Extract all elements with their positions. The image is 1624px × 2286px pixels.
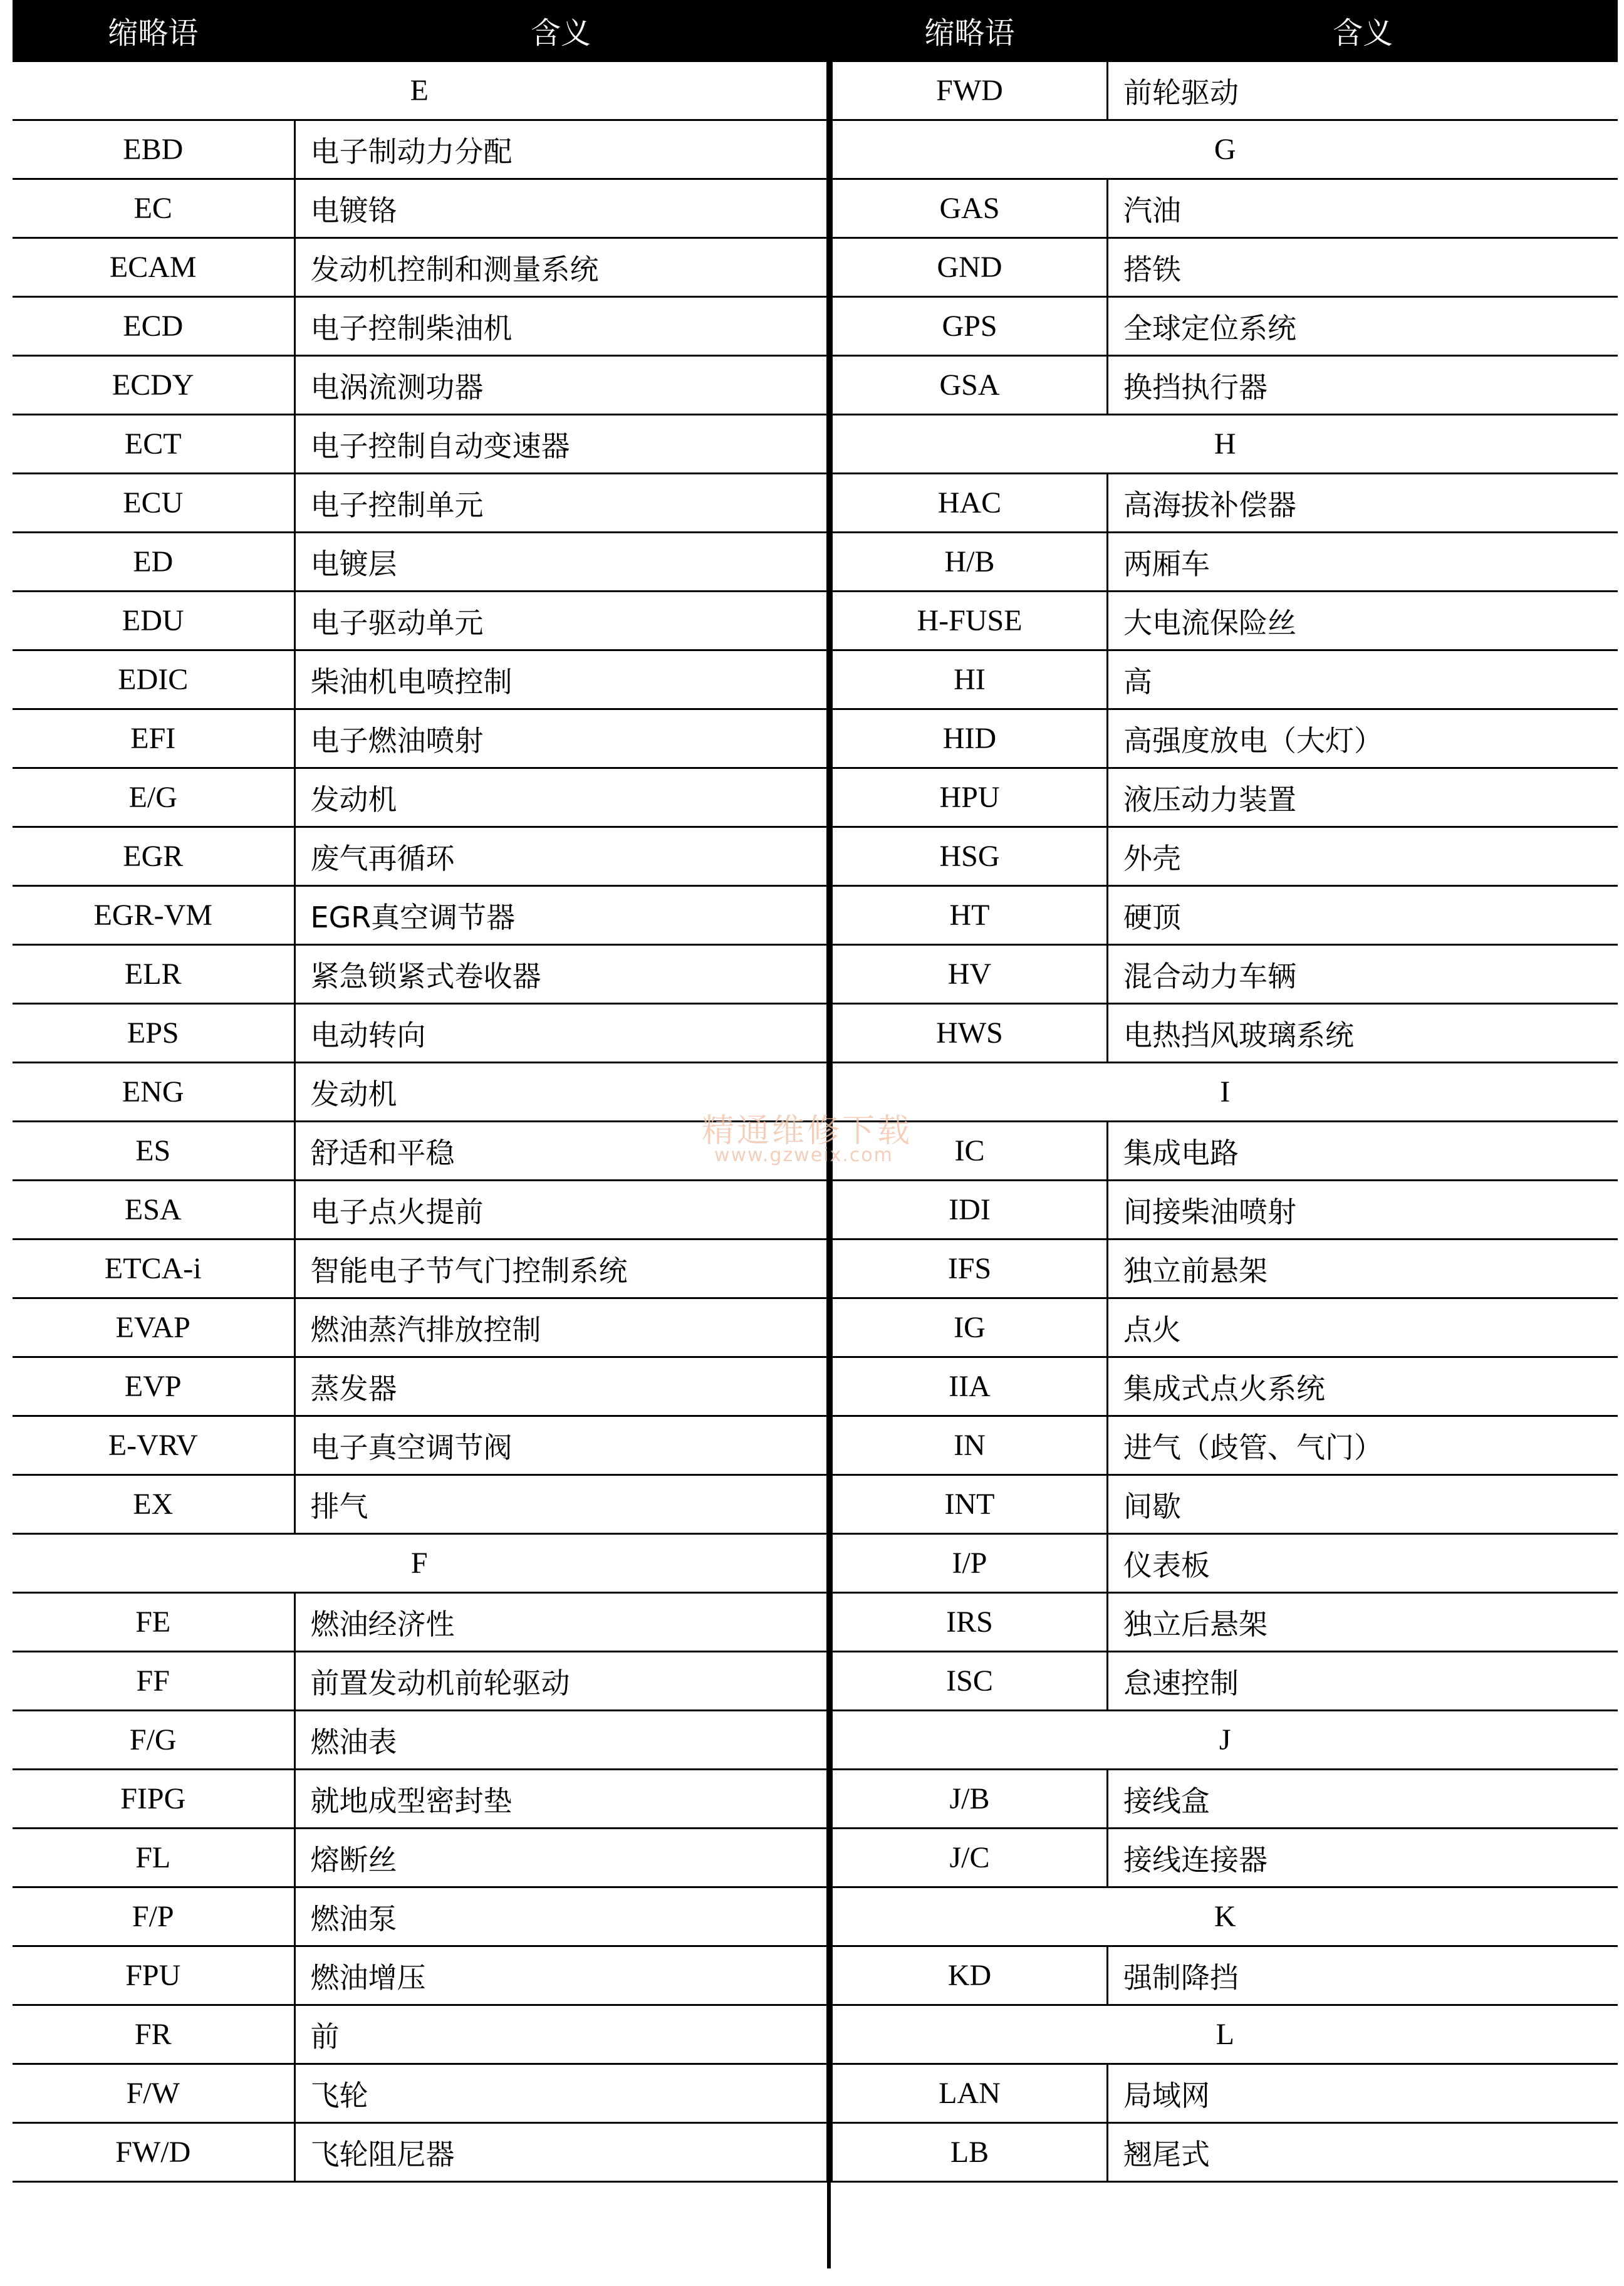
abbreviation-cell: F/P xyxy=(13,1887,294,1946)
table-row xyxy=(13,1181,827,1240)
abbreviation-cell: INT xyxy=(832,1475,1108,1534)
meaning-cell: 汽油 xyxy=(1108,179,1618,238)
table-header-row xyxy=(13,0,827,61)
meaning-cell: 液压动力装置 xyxy=(1108,768,1618,827)
table-row xyxy=(832,1357,1618,1416)
abbreviation-cell: EDIC xyxy=(13,650,294,709)
abbreviation-cell: IIA xyxy=(832,1357,1108,1416)
abbreviation-cell: HID xyxy=(832,709,1108,768)
meaning-cell: 高海拔补偿器 xyxy=(1108,474,1618,533)
meaning-cell: 电涡流测功器 xyxy=(294,356,827,415)
table-row xyxy=(13,533,827,592)
meaning-cell: 局域网 xyxy=(1108,2064,1618,2123)
meaning-cell: 强制降挡 xyxy=(1108,1946,1618,2005)
abbreviation-cell: GND xyxy=(832,238,1108,297)
meaning-cell: 间接柴油喷射 xyxy=(1108,1181,1618,1240)
abbreviation-cell: E/G xyxy=(13,768,294,827)
header-meaning: 含义 xyxy=(294,0,827,61)
abbreviation-cell: EGR-VM xyxy=(13,886,294,945)
table-row xyxy=(13,1770,827,1829)
meaning-cell: 怠速控制 xyxy=(1108,1652,1618,1711)
section-letter-row xyxy=(832,1887,1618,1946)
table-row xyxy=(832,1829,1618,1887)
meaning-cell: 进气（歧管、气门） xyxy=(1108,1416,1618,1475)
meaning-cell: 硬顶 xyxy=(1108,886,1618,945)
section-letter: K xyxy=(832,1887,1618,1946)
abbreviation-cell: FL xyxy=(13,1829,294,1887)
abbreviation-cell: LB xyxy=(832,2123,1108,2182)
section-letter: E xyxy=(13,61,827,120)
table-row xyxy=(13,1416,827,1475)
table-row xyxy=(13,1946,827,2005)
meaning-cell: 电子控制柴油机 xyxy=(294,297,827,356)
table-row xyxy=(832,297,1618,356)
section-letter-row xyxy=(13,1534,827,1593)
table-row xyxy=(13,1475,827,1534)
section-letter-row xyxy=(832,120,1618,179)
meaning-cell: 电子制动力分配 xyxy=(294,120,827,179)
abbreviation-cell: F/W xyxy=(13,2064,294,2123)
abbreviation-cell: FF xyxy=(13,1652,294,1711)
abbreviation-cell: ELR xyxy=(13,945,294,1004)
abbreviation-cell: F/G xyxy=(13,1711,294,1770)
abbreviation-cell: LAN xyxy=(832,2064,1108,2123)
abbreviation-cell: EVP xyxy=(13,1357,294,1416)
table-row xyxy=(832,61,1618,120)
table-header-row xyxy=(832,0,1618,61)
meaning-cell: 飞轮 xyxy=(294,2064,827,2123)
abbreviation-cell: GAS xyxy=(832,179,1108,238)
abbreviation-cell: HWS xyxy=(832,1004,1108,1063)
abbreviation-cell: EVAP xyxy=(13,1298,294,1357)
abbreviation-cell: ECD xyxy=(13,297,294,356)
table-row xyxy=(832,1770,1618,1829)
meaning-cell: 混合动力车辆 xyxy=(1108,945,1618,1004)
table-row xyxy=(832,1240,1618,1298)
abbreviation-cell: FIPG xyxy=(13,1770,294,1829)
meaning-cell: 外壳 xyxy=(1108,827,1618,886)
section-letter: H xyxy=(832,415,1618,474)
table-row xyxy=(13,945,827,1004)
abbreviation-cell: ECU xyxy=(13,474,294,533)
abbreviation-cell: J/B xyxy=(832,1770,1108,1829)
abbreviation-cell: E-VRV xyxy=(13,1416,294,1475)
meaning-cell: 发动机控制和测量系统 xyxy=(294,238,827,297)
meaning-cell: 电热挡风玻璃系统 xyxy=(1108,1004,1618,1063)
meaning-cell: 集成式点火系统 xyxy=(1108,1357,1618,1416)
meaning-cell: 前轮驱动 xyxy=(1108,61,1618,120)
abbreviation-cell: EX xyxy=(13,1475,294,1534)
meaning-cell: 点火 xyxy=(1108,1298,1618,1357)
meaning-cell: 柴油机电喷控制 xyxy=(294,650,827,709)
abbreviation-cell: FWD xyxy=(832,61,1108,120)
table-row xyxy=(832,1652,1618,1711)
watermark-url: www.gzweix.com xyxy=(714,1144,893,1166)
abbreviation-cell: GPS xyxy=(832,297,1108,356)
abbreviation-cell: HV xyxy=(832,945,1108,1004)
meaning-cell: 发动机 xyxy=(294,1063,827,1122)
table-row xyxy=(13,238,827,297)
table-row xyxy=(13,415,827,474)
table-row xyxy=(832,1534,1618,1593)
table-row xyxy=(832,356,1618,415)
abbreviation-cell: ES xyxy=(13,1122,294,1181)
table-row xyxy=(832,1004,1618,1063)
meaning-cell: 燃油经济性 xyxy=(294,1593,827,1652)
table-row xyxy=(832,1475,1618,1534)
section-letter-row xyxy=(832,2005,1618,2064)
section-letter: L xyxy=(832,2005,1618,2064)
table-row xyxy=(832,1593,1618,1652)
table-row xyxy=(13,120,827,179)
meaning-cell: 高强度放电（大灯） xyxy=(1108,709,1618,768)
meaning-cell: 飞轮阻尼器 xyxy=(294,2123,827,2182)
meaning-cell: 排气 xyxy=(294,1475,827,1534)
section-letter: G xyxy=(832,120,1618,179)
abbreviation-cell: J/C xyxy=(832,1829,1108,1887)
meaning-cell: 间歇 xyxy=(1108,1475,1618,1534)
meaning-cell: 电镀铬 xyxy=(294,179,827,238)
abbreviation-cell: ISC xyxy=(832,1652,1108,1711)
abbreviation-cell: IDI xyxy=(832,1181,1108,1240)
meaning-cell: 独立前悬架 xyxy=(1108,1240,1618,1298)
section-letter-row xyxy=(832,415,1618,474)
abbreviation-cell: FPU xyxy=(13,1946,294,2005)
section-letter: F xyxy=(13,1534,827,1593)
abbreviation-cell: GSA xyxy=(832,356,1108,415)
table-row xyxy=(832,1122,1618,1181)
meaning-cell: 前置发动机前轮驱动 xyxy=(294,1652,827,1711)
abbreviation-cell: ESA xyxy=(13,1181,294,1240)
meaning-cell: 搭铁 xyxy=(1108,238,1618,297)
abbreviation-cell: H-FUSE xyxy=(832,592,1108,650)
abbreviation-cell: IRS xyxy=(832,1593,1108,1652)
table-row xyxy=(13,827,827,886)
watermark-text: 精通维修下载 xyxy=(702,1112,913,1150)
table-row xyxy=(13,768,827,827)
table-row xyxy=(13,592,827,650)
table-row xyxy=(832,1946,1618,2005)
meaning-cell: 前 xyxy=(294,2005,827,2064)
table-row xyxy=(832,768,1618,827)
abbreviation-cell: FW/D xyxy=(13,2123,294,2182)
table-row xyxy=(832,945,1618,1004)
meaning-cell: 电子点火提前 xyxy=(294,1181,827,1240)
abbreviation-cell: ECDY xyxy=(13,356,294,415)
meaning-cell: 就地成型密封垫 xyxy=(294,1770,827,1829)
table-row xyxy=(832,886,1618,945)
abbreviation-cell: FE xyxy=(13,1593,294,1652)
meaning-cell: 电镀层 xyxy=(294,533,827,592)
abbreviation-cell: EGR xyxy=(13,827,294,886)
meaning-cell: 接线连接器 xyxy=(1108,1829,1618,1887)
section-letter: I xyxy=(832,1063,1618,1122)
abbreviation-cell: HI xyxy=(832,650,1108,709)
table-row xyxy=(13,179,827,238)
table-row xyxy=(13,1829,827,1887)
table-row xyxy=(832,2064,1618,2123)
meaning-cell: 大电流保险丝 xyxy=(1108,592,1618,650)
table-row xyxy=(832,650,1618,709)
table-row xyxy=(13,1593,827,1652)
section-letter-row xyxy=(832,1711,1618,1770)
table-row xyxy=(832,709,1618,768)
meaning-cell: 紧急锁紧式卷收器 xyxy=(294,945,827,1004)
abbreviation-cell: ETCA-i xyxy=(13,1240,294,1298)
abbreviation-cell: EDU xyxy=(13,592,294,650)
abbreviation-cell: IN xyxy=(832,1416,1108,1475)
abbreviation-cell: IFS xyxy=(832,1240,1108,1298)
meaning-cell: 电子燃油喷射 xyxy=(294,709,827,768)
table-row xyxy=(13,1298,827,1357)
meaning-cell: 集成电路 xyxy=(1108,1122,1618,1181)
table-row xyxy=(832,1416,1618,1475)
header-abbr: 缩略语 xyxy=(832,0,1108,61)
meaning-cell: 独立后悬架 xyxy=(1108,1593,1618,1652)
table-row xyxy=(13,1240,827,1298)
meaning-cell: 燃油表 xyxy=(294,1711,827,1770)
abbreviation-cell: ED xyxy=(13,533,294,592)
abbreviation-table-page xyxy=(13,0,1616,2268)
meaning-cell: 废气再循环 xyxy=(294,827,827,886)
abbreviation-cell: HT xyxy=(832,886,1108,945)
meaning-cell: 燃油泵 xyxy=(294,1887,827,1946)
table-row xyxy=(832,1298,1618,1357)
table-row xyxy=(13,1357,827,1416)
section-letter-row xyxy=(832,1063,1618,1122)
right-abbreviation-table xyxy=(831,0,1618,2183)
table-row xyxy=(13,1711,827,1770)
meaning-cell: 熔断丝 xyxy=(294,1829,827,1887)
meaning-cell: 电子控制单元 xyxy=(294,474,827,533)
meaning-cell: EGR真空调节器 xyxy=(294,886,827,945)
left-table-column xyxy=(13,0,827,2183)
meaning-cell: 换挡执行器 xyxy=(1108,356,1618,415)
abbreviation-cell: EPS xyxy=(13,1004,294,1063)
right-table-column xyxy=(831,0,1616,2183)
table-row xyxy=(832,1181,1618,1240)
table-row xyxy=(13,2123,827,2182)
table-row xyxy=(832,474,1618,533)
table-row xyxy=(832,2123,1618,2182)
abbreviation-cell: I/P xyxy=(832,1534,1108,1593)
table-row xyxy=(13,2064,827,2123)
meaning-cell: 电子真空调节阀 xyxy=(294,1416,827,1475)
abbreviation-cell: FR xyxy=(13,2005,294,2064)
abbreviation-cell: HSG xyxy=(832,827,1108,886)
header-meaning: 含义 xyxy=(1108,0,1618,61)
meaning-cell: 高 xyxy=(1108,650,1618,709)
table-row xyxy=(13,1004,827,1063)
abbreviation-cell: EBD xyxy=(13,120,294,179)
meaning-cell: 翘尾式 xyxy=(1108,2123,1618,2182)
abbreviation-cell: EFI xyxy=(13,709,294,768)
meaning-cell: 发动机 xyxy=(294,768,827,827)
meaning-cell: 舒适和平稳 xyxy=(294,1122,827,1181)
table-row xyxy=(13,2005,827,2064)
abbreviation-cell: IC xyxy=(832,1122,1108,1181)
abbreviation-cell: ENG xyxy=(13,1063,294,1122)
table-row xyxy=(832,592,1618,650)
abbreviation-cell: EC xyxy=(13,179,294,238)
abbreviation-cell: H/B xyxy=(832,533,1108,592)
table-row xyxy=(832,533,1618,592)
abbreviation-cell: HAC xyxy=(832,474,1108,533)
meaning-cell: 燃油增压 xyxy=(294,1946,827,2005)
meaning-cell: 蒸发器 xyxy=(294,1357,827,1416)
table-row xyxy=(13,886,827,945)
table-row xyxy=(13,474,827,533)
meaning-cell: 仪表板 xyxy=(1108,1534,1618,1593)
right-table-body xyxy=(832,61,1618,2182)
abbreviation-cell: ECT xyxy=(13,415,294,474)
table-row xyxy=(832,827,1618,886)
table-row xyxy=(832,238,1618,297)
table-row xyxy=(13,1887,827,1946)
left-abbreviation-table xyxy=(13,0,828,2183)
table-row xyxy=(13,650,827,709)
table-row xyxy=(13,297,827,356)
table-row xyxy=(13,709,827,768)
meaning-cell: 电子驱动单元 xyxy=(294,592,827,650)
section-letter: J xyxy=(832,1711,1618,1770)
meaning-cell: 两厢车 xyxy=(1108,533,1618,592)
abbreviation-cell: KD xyxy=(832,1946,1108,2005)
meaning-cell: 电动转向 xyxy=(294,1004,827,1063)
meaning-cell: 燃油蒸汽排放控制 xyxy=(294,1298,827,1357)
meaning-cell: 智能电子节气门控制系统 xyxy=(294,1240,827,1298)
abbreviation-cell: IG xyxy=(832,1298,1108,1357)
section-letter-row xyxy=(13,61,827,120)
abbreviation-cell: ECAM xyxy=(13,238,294,297)
meaning-cell: 全球定位系统 xyxy=(1108,297,1618,356)
meaning-cell: 电子控制自动变速器 xyxy=(294,415,827,474)
table-row xyxy=(13,1652,827,1711)
header-abbr: 缩略语 xyxy=(13,0,294,61)
table-row xyxy=(13,356,827,415)
meaning-cell: 接线盒 xyxy=(1108,1770,1618,1829)
abbreviation-cell: HPU xyxy=(832,768,1108,827)
table-row xyxy=(832,179,1618,238)
